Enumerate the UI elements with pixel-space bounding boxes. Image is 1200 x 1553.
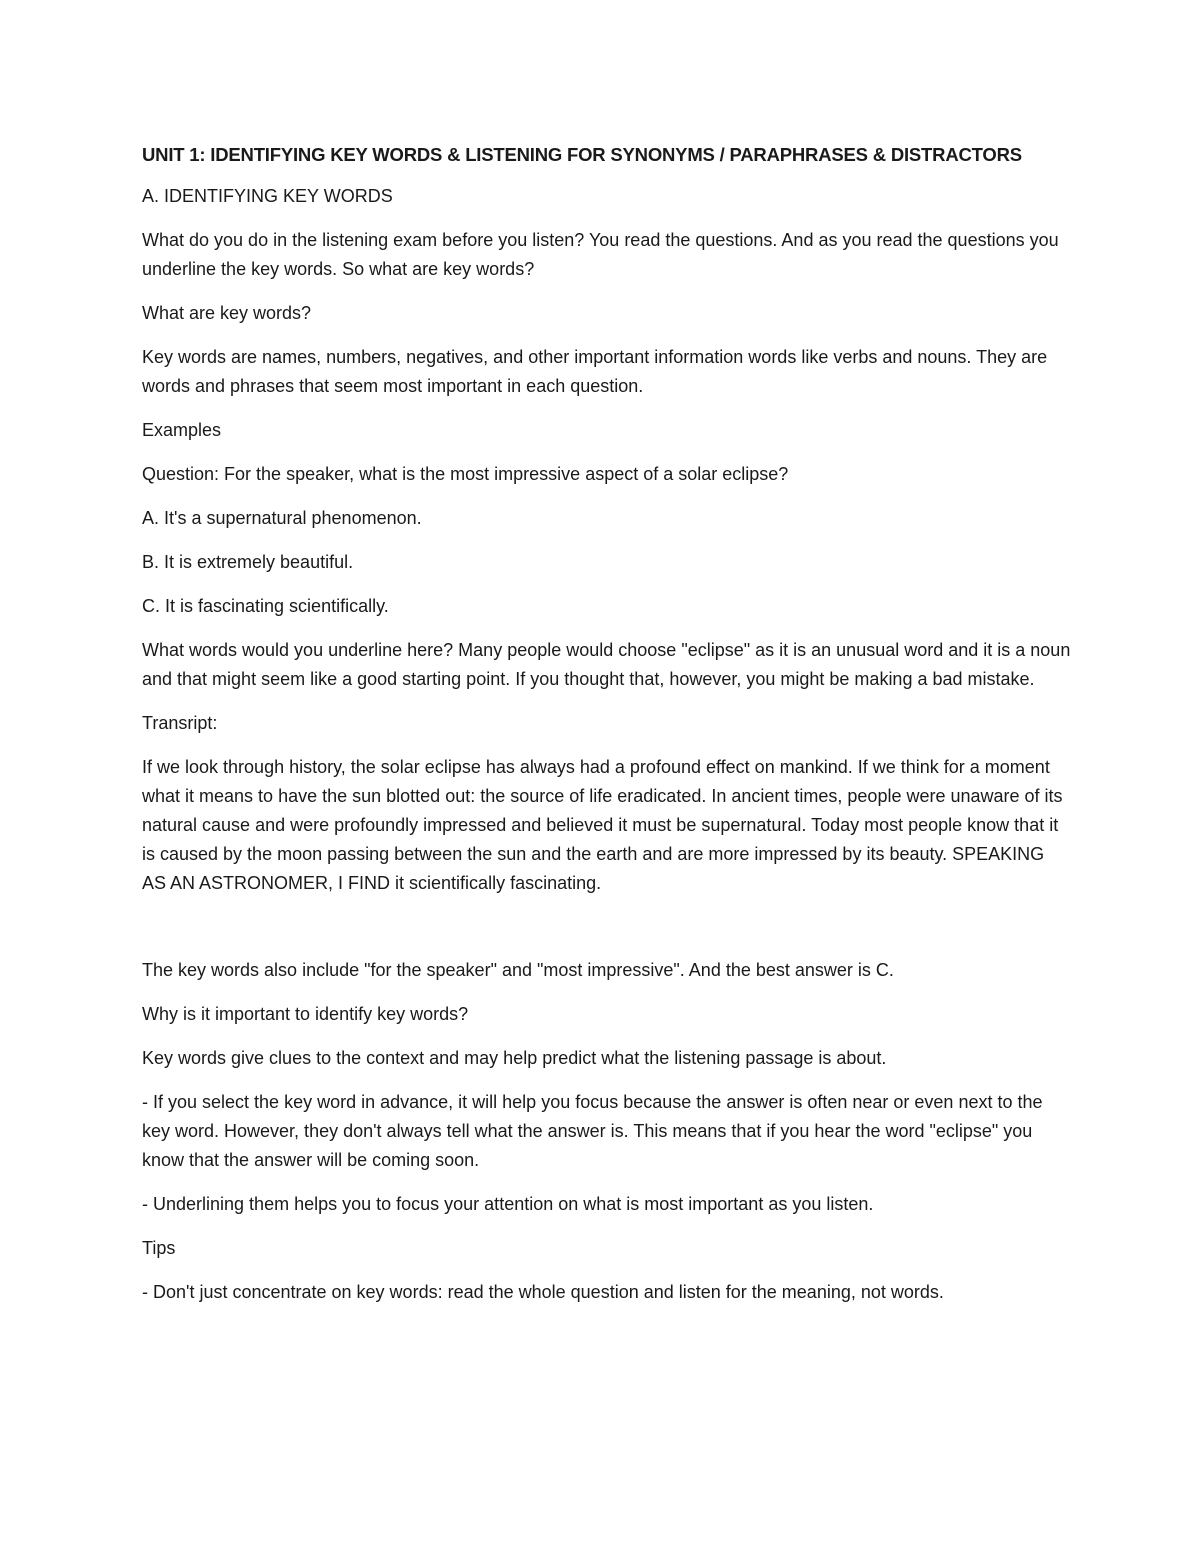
intro-paragraph: What do you do in the listening exam before you listen? You read the questions. And as you read the questions you underline the key words. So what are key words? [142,230,1059,279]
key-words-definition: Key words are names, numbers, negatives, and other important information words like verbs and nouns. They are words and phrases that seem most important in each question. [142,347,1048,396]
answer-note: The key words also include "for the speaker" and "most impressive". And the best answer is C. [142,960,894,980]
section-a-heading: A. IDENTIFYING KEY WORDS [142,186,393,206]
tip-item: - Don't just concentrate on key words: read the whole question and listen for the meaning, not words. [142,1282,944,1302]
tips-heading: Tips [142,1238,176,1258]
bullet-point: - If you select the key word in advance, it will help you focus because the answer is often near or even next to the key word. However, they don't always tell what the answer is. This means that if you hear the word "eclipse" you know that the answer will be coming soon. [142,1092,1043,1170]
transcript-text: If we look through history, the solar eclipse has always had a profound effect on mankind. If we think for a moment what it means to have the sun blotted out: the source of life eradicated. In ancient times, people were unaware of its natural cause and were profoundly impressed and believed it must be supernatural. Today most people know that it is caused by the moon passing between the sun and the earth and are more impressed by its beauty. SPEAKING AS AN ASTRONOMER, I FIND it scientifically fascinating. [142,757,1063,893]
document-page [142,140,1072,1322]
blank-line [142,913,1072,956]
option-c: C. It is fascinating scientifically. [142,596,389,616]
option-b: B. It is extremely beautiful. [142,552,354,572]
example-question: Question: For the speaker, what is the most impressive aspect of a solar eclipse? [142,464,789,484]
option-a: A. It's a supernatural phenomenon. [142,508,422,528]
why-answer: Key words give clues to the context and may help predict what the listening passage is about. [142,1048,887,1068]
unit-title: UNIT 1: IDENTIFYING KEY WORDS & LISTENING FOR SYNONYMS / PARAPHRASES & DISTRACTORS [142,144,1022,165]
underline-discussion: What words would you underline here? Many people would choose "eclipse" as it is an unusual word and it is a noun and that might seem like a good starting point. If you thought that, however, you might be making a bad mistake. [142,640,1071,689]
key-words-question: What are key words? [142,303,312,323]
why-heading: Why is it important to identify key words? [142,1004,469,1024]
bullet-point: - Underlining them helps you to focus your attention on what is most important as you listen. [142,1194,874,1214]
examples-heading: Examples [142,420,222,440]
transcript-heading: Transript: [142,713,218,733]
